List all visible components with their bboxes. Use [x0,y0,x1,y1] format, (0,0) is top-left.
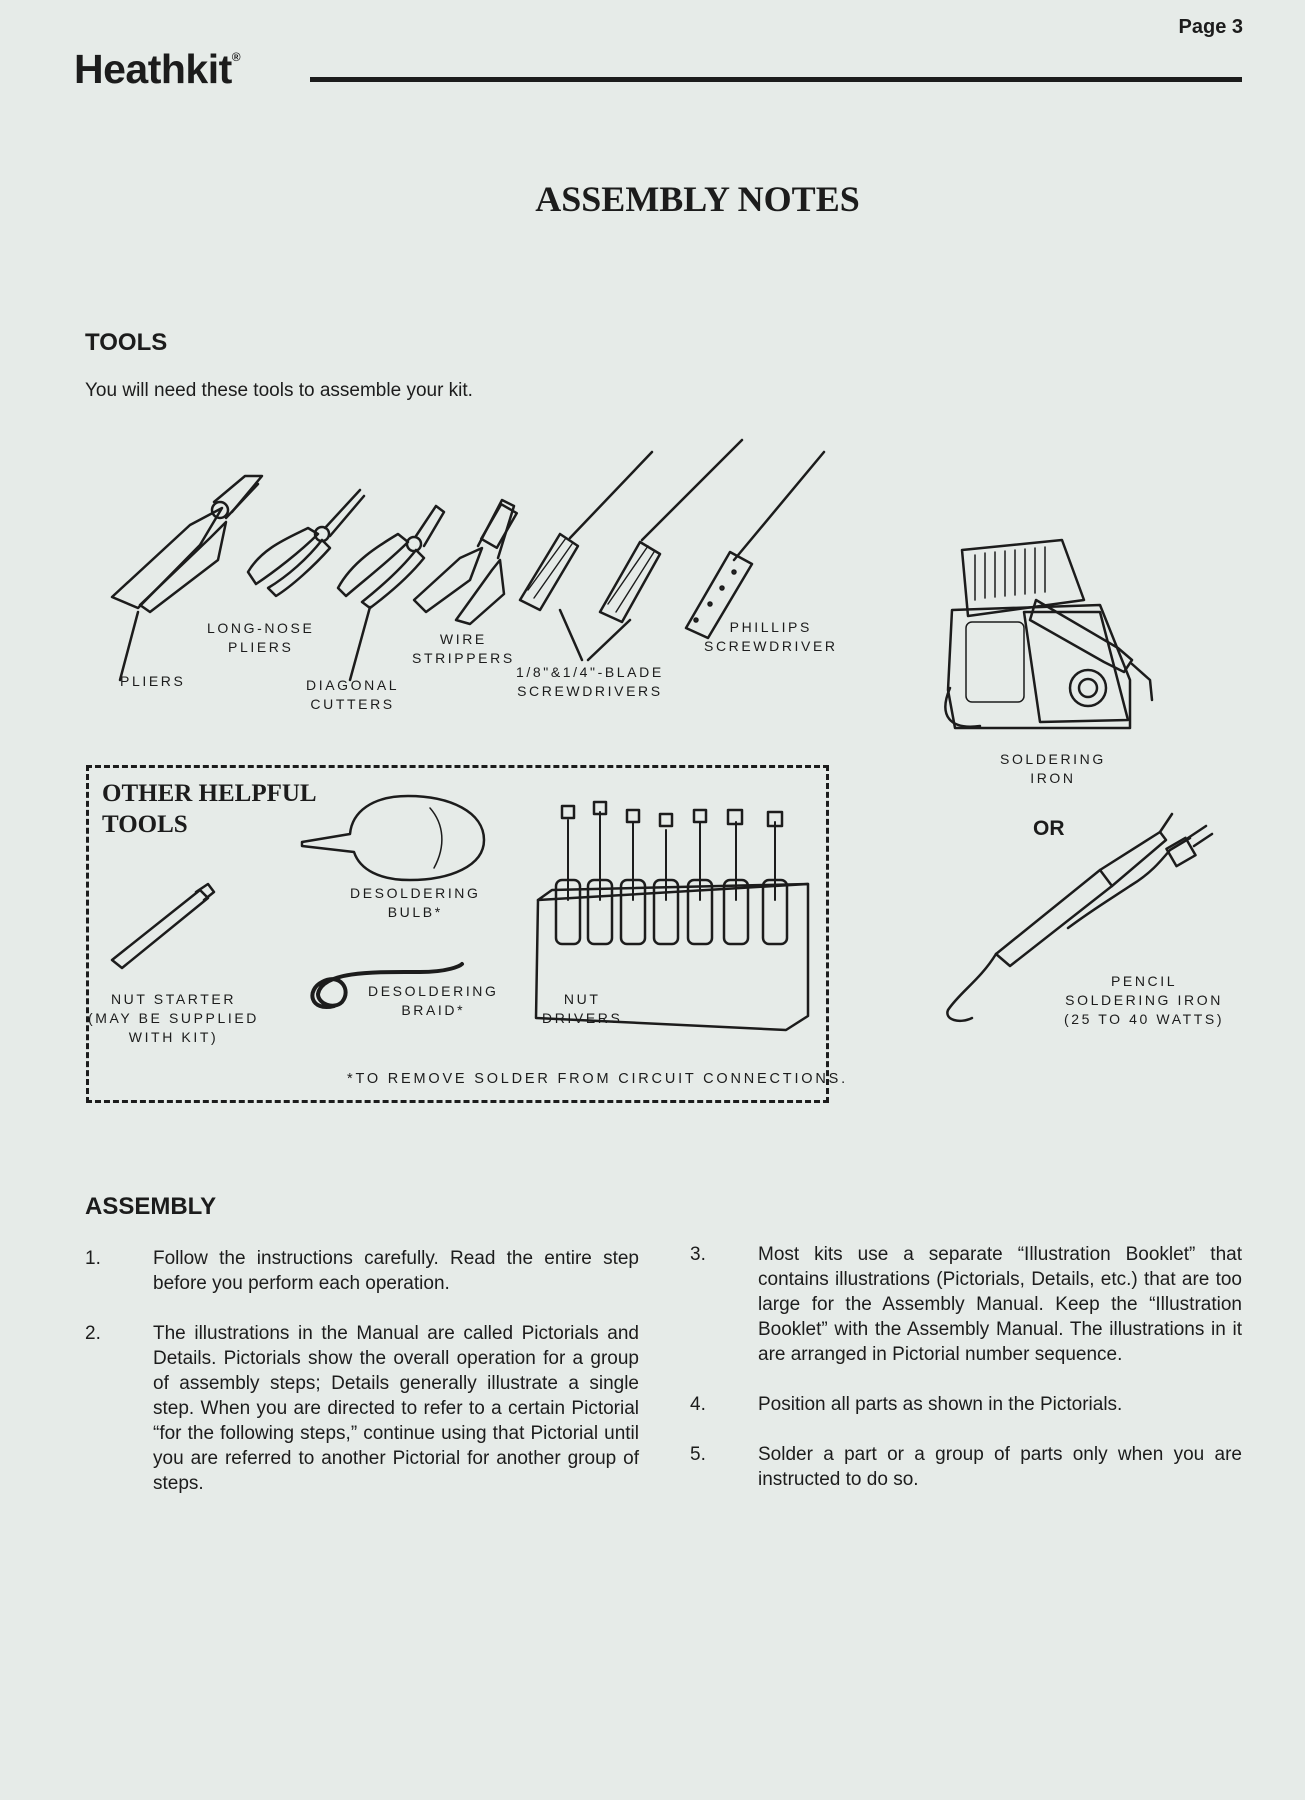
step-number: 5. [690,1444,706,1465]
label-long-nose-pliers [207,619,314,657]
label-phillips-screwdriver [704,618,838,656]
label-desoldering-braid-line1: DESOLDERING [368,983,499,999]
page-number: Page 3 [1178,16,1243,38]
label-wire-strippers [412,630,515,668]
label-soldering-iron [1000,750,1106,788]
step-text: Solder a part or a group of parts only when you are instructed to do so. [758,1444,1242,1490]
label-soldering-iron-line2: IRON [1030,770,1076,786]
assembly-step-5 [690,1442,1242,1492]
label-desoldering-bulb [350,884,481,922]
assembly-step-4 [690,1392,1242,1417]
soldering-station-icon [945,540,1152,728]
assembly-steps-right [690,1242,1242,1517]
step-text: Most kits use a separate “Illustration Booklet” that contains illustrations (Pictorials, Details, etc.) that are too large for the Assembly Manual. Keep the “Illustration Booklet” with the Assembly Manual. The illustrations in it are arranged in Pictorial number sequence. [758,1244,1242,1365]
helpful-tools-footnote: *TO REMOVE SOLDER FROM CIRCUIT CONNECTIONS. [347,1071,848,1087]
step-number: 4. [690,1394,706,1415]
label-wire-strippers-line2: STRIPPERS [412,650,515,666]
label-pliers: PLIERS [120,673,186,689]
assembly-step-2 [85,1321,639,1496]
label-wire-strippers-line1: WIRE [439,631,487,647]
label-nut-starter-line1: NUT STARTER [110,991,237,1007]
label-diagonal-cutters [306,676,399,714]
label-phillips-screwdriver-line1: PHILLIPS [729,619,812,635]
assembly-steps-left [85,1246,639,1521]
label-desoldering-bulb-line2: BULB* [387,904,443,920]
label-blade-screwdrivers-line2: SCREWDRIVERS [517,683,663,699]
assembly-heading: ASSEMBLY [85,1193,217,1220]
label-diagonal-cutters-line1: DIAGONAL [306,677,400,693]
label-or: OR [1033,817,1065,840]
phillips-screwdriver-icon [686,452,824,638]
label-blade-screwdrivers-line1: 1/8"&1/4"-BLADE [516,664,664,680]
blade-screwdriver-large-icon [600,440,742,622]
assembly-step-1 [85,1246,639,1296]
step-number: 1. [85,1248,101,1269]
label-nut-drivers-line1: NUT [563,991,601,1007]
step-text: The illustrations in the Manual are called Pictorials and Details. Pictorials show the overall operation for a group of assembly steps; Details generally illustrate a single step. When you are directed to refer to a certain Pictorial “for the following steps,” continue using that Pictorial until you are referred to another Pictorial for another group of steps. [153,1323,639,1494]
page-title: ASSEMBLY NOTES [535,179,860,219]
brand-name: Heathkit [74,46,232,92]
label-nut-starter-line2: (MAY BE SUPPLIED [88,1010,260,1026]
label-nut-starter [88,990,259,1047]
step-text: Follow the instructions carefully. Read the entire step before you perform each operation. [153,1248,639,1294]
label-pencil-soldering-iron [1064,972,1224,1029]
assembly-step-3 [690,1242,1242,1367]
long-nose-pliers-icon [248,490,364,596]
label-pencil-iron-line1: PENCIL [1110,973,1178,989]
label-phillips-screwdriver-line2: SCREWDRIVER [704,638,838,654]
label-blade-screwdrivers [516,663,664,701]
label-nut-starter-line3: WITH KIT) [128,1029,219,1045]
step-number: 3. [690,1244,706,1265]
label-pencil-iron-line3: (25 TO 40 WATTS) [1064,1011,1225,1027]
label-long-nose-pliers-line1: LONG-NOSE [207,620,315,636]
tools-intro: You will need these tools to assemble your kit. [85,380,473,401]
helpful-tools-heading [102,778,332,840]
label-desoldering-braid-line2: BRAID* [401,1002,466,1018]
tools-heading: TOOLS [85,329,168,356]
label-nut-drivers [542,990,622,1028]
helpful-tools-heading-line2: TOOLS [102,811,188,838]
label-nut-drivers-line2: DRIVERS [542,1010,623,1026]
wire-strippers-icon [414,500,517,624]
step-text: Position all parts as shown in the Pictorials. [758,1394,1123,1415]
registered-mark: ® [231,50,241,64]
helpful-tools-heading-line1: OTHER HELPFUL [102,780,317,807]
label-diagonal-cutters-line2: CUTTERS [310,696,395,712]
label-desoldering-braid [368,982,499,1020]
label-pencil-iron-line2: SOLDERING IRON [1065,992,1223,1008]
step-number: 2. [85,1323,101,1344]
label-long-nose-pliers-line2: PLIERS [228,639,294,655]
label-desoldering-bulb-line1: DESOLDERING [350,885,481,901]
label-soldering-iron-line1: SOLDERING [1000,751,1106,767]
